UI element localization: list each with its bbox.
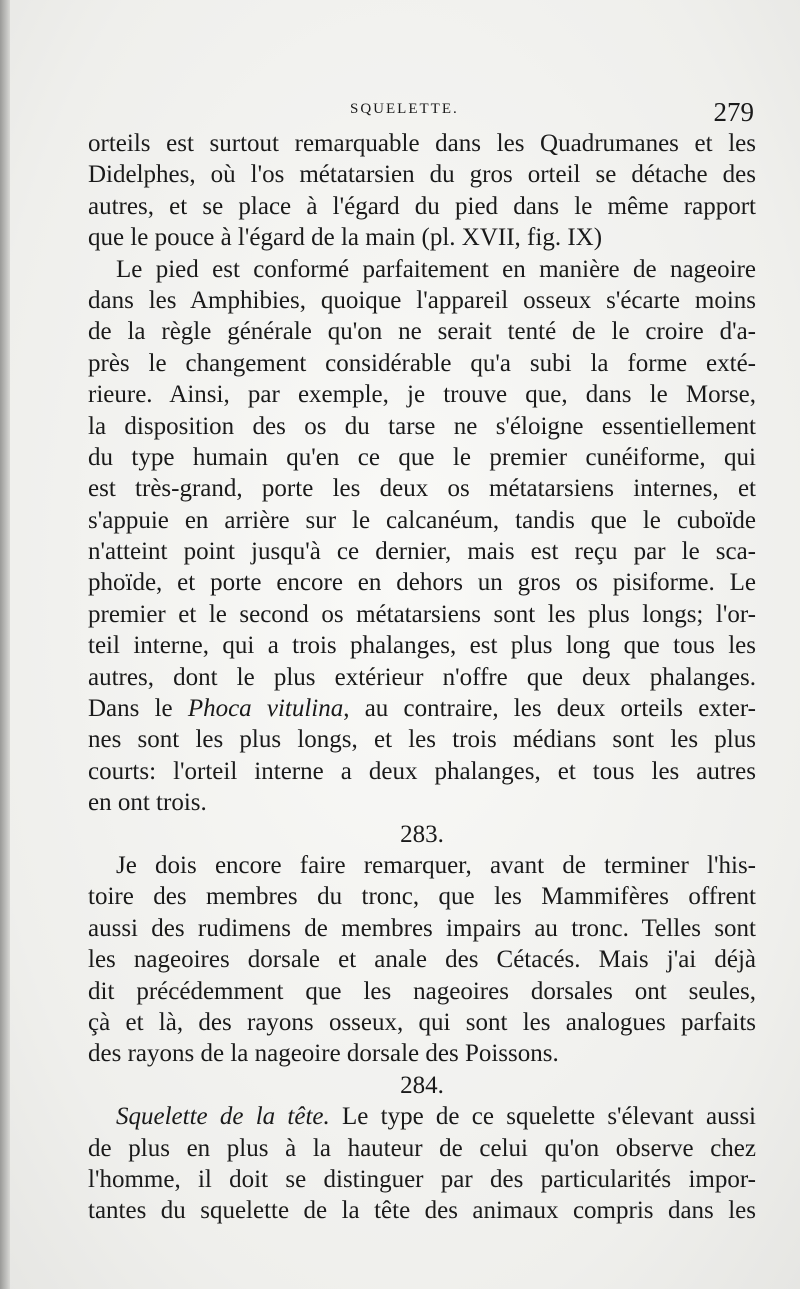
text-line: teil interne, qui a trois phalanges, est plus long que tous les (88, 632, 756, 660)
text-line: des rayons de la nageoire dorsale des Poissons. (88, 1040, 559, 1068)
text-line: tantes du squelette de la tête des animaux compris dans les (88, 1197, 756, 1225)
text-line: Didelphes, où l'os métatarsien du gros orteil se détache des (88, 161, 756, 189)
text-line: nes sont les plus longs, et les trois médians sont les plus (88, 726, 756, 754)
text-line: en ont trois. (88, 789, 207, 817)
text-line: premier et le second os métatarsiens sont les plus longs; l'or- (88, 600, 756, 628)
text-line: près le changement considérable qu'a subi la forme exté- (88, 349, 756, 377)
text-line: phoïde, et porte encore en dehors un gros os pisiforme. Le (88, 569, 756, 597)
text-line: autres, et se place à l'égard du pied dans le même rapport (88, 192, 756, 220)
text-segment: Le type de ce squelette s'élevant aussi (329, 1103, 756, 1131)
section-number: 284. (400, 1071, 444, 1099)
text-line: autres, dont le plus extérieur n'offre que deux phalanges. (88, 663, 756, 691)
text-line: l'homme, il doit se distinguer par des particularités impor- (88, 1165, 756, 1193)
text-line: la disposition des os du tarse ne s'éloigne essentiellement (88, 412, 756, 440)
text-line: que le pouce à l'égard de la main (pl. XVII, fig. IX) (88, 224, 603, 252)
text-line: toire des membres du tronc, que les Mammifères offrent (88, 883, 756, 911)
section-number: 283. (400, 820, 444, 848)
text-line: courts: l'orteil interne a deux phalanges, et tous les autres (88, 757, 756, 785)
text-line: les nageoires dorsale et anale des Cétacés. Mais j'ai déjà (88, 946, 756, 974)
species-name: Phoca vitulina (187, 695, 344, 723)
text-line: çà et là, des rayons osseux, qui sont les analogues parfaits (88, 1008, 756, 1036)
text-line: est très-grand, porte les deux os métatarsiens internes, et (88, 475, 756, 503)
running-head: SQUELETTE. (350, 101, 459, 117)
text-line (88, 693, 756, 724)
text-line (88, 1101, 756, 1132)
text-line: du type humain qu'en ce que le premier cunéiforme, qui (88, 443, 756, 471)
section-heading: Squelette de la tête. (116, 1103, 330, 1131)
text-segment: , au contraire, les deux orteils exter- (343, 695, 757, 723)
text-line: de la règle générale qu'on ne serait tenté de le croire d'a- (88, 318, 756, 346)
text-line: Je dois encore faire remarquer, avant de terminer l'his- (116, 851, 756, 879)
text-line: n'atteint point jusqu'à ce dernier, mais est reçu par le sca- (88, 538, 756, 566)
text-line: dit précédemment que les nageoires dorsales ont seules, (88, 977, 756, 1005)
text-line: aussi des rudimens de membres impairs au tronc. Telles sont (88, 914, 756, 942)
page-number: 279 (713, 97, 754, 127)
text-line: Le pied est conformé parfaitement en manière de nageoire (116, 255, 756, 283)
text-line: rieure. Ainsi, par exemple, je trouve que, dans le Morse, (88, 381, 756, 409)
body-text (88, 128, 756, 1227)
text-segment: Dans le (88, 695, 188, 723)
page-edge-shadow (0, 0, 10, 1289)
text-line: dans les Amphibies, quoique l'appareil osseux s'écarte moins (88, 286, 756, 314)
text-line: s'appuie en arrière sur le calcanéum, tandis que le cuboïde (88, 506, 756, 534)
text-line: orteils est surtout remarquable dans les Quadrumanes et les (88, 130, 756, 157)
text-line: de plus en plus à la hauteur de celui qu'on observe chez (88, 1134, 756, 1162)
